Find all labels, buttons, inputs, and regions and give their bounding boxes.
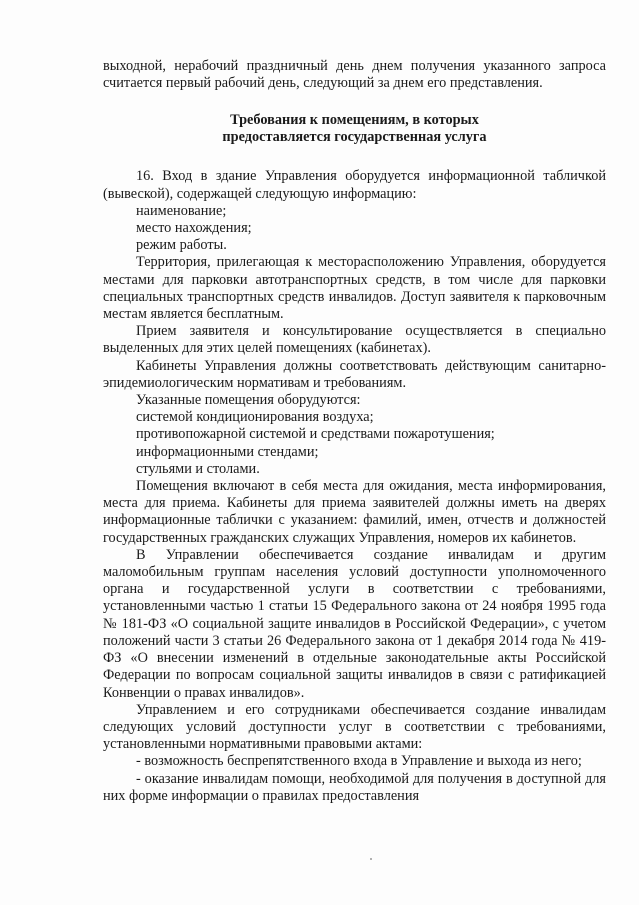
list-item-location: место нахождения; <box>136 220 252 237</box>
paragraph-staff: Управлением и его сотрудниками обеспечивается создание инвалидам следующих условий доступности услуг в соответствии с требованиями, установленными нормативными правовыми актами: <box>103 701 606 753</box>
paragraph-premises: Помещения включают в себя места для ожидания, места информирования, места для приема. Кабинеты для приема заявителей должны иметь на дверях информационные таблички с указанием: фамилий, имен, отчеств и должностей государственных гражданских служащих Управления, номеров их кабинетов. <box>103 478 606 546</box>
scan-speck <box>370 858 372 860</box>
list-item-ac: системой кондиционирования воздуха; <box>136 409 374 426</box>
list-item-fire: противопожарной системой и средствами пожаротушения; <box>136 426 495 443</box>
heading-line-1: Требования к помещениям, в которых <box>230 112 479 129</box>
list-item-schedule: режим работы. <box>136 237 227 254</box>
paragraph-equipped-intro: Указанные помещения оборудуются: <box>136 392 361 409</box>
paragraph-accessibility: В Управлении обеспечивается создание инвалидам и другим маломобильным группам населения условий доступности уполномоченного органа и государственной услуги в соответствии с требованиями, установленными частью 1 статьи 15 Федерального закона от 24 ноября 1995 года № 181-ФЗ «О социальной защите инвалидов в Российской Федерации», с учетом положений части 3 статьи 26 Федерального закона от 1 декабря 2014 года № 419-ФЗ «О внесении изменений в отдельные законодательные акты Российской Федерации по вопросам социальной защиты инвалидов в связи с ратификацией Конвенции о правах инвалидов». <box>103 546 606 701</box>
list-item-stands: информационными стендами; <box>136 443 319 460</box>
list-item-free-entry: - возможность беспрепятственного входа в Управление и выхода из него; <box>136 753 582 770</box>
list-item-name: наименование; <box>136 202 227 219</box>
list-item-furniture: стульями и столами. <box>136 460 260 477</box>
paragraph-16: 16. Вход в здание Управления оборудуется информационной табличкой (вывеской), содержащей следующую информацию: <box>103 168 606 202</box>
section-heading <box>103 112 606 146</box>
list-item-assistance: - оказание инвалидам помощи, необходимой для получения в доступной для них форме информации о правилах предоставления <box>103 770 606 804</box>
heading-line-2: предоставляется государственная услуга <box>222 129 487 146</box>
paragraph-cabinets: Кабинеты Управления должны соответствовать действующим санитарно-эпидемиологическим нормативам и требованиям. <box>103 357 606 391</box>
paragraph-continued: выходной, нерабочий праздничный день днем получения указанного запроса считается первый рабочий день, следующий за днем его представления. <box>103 58 606 92</box>
paragraph-territory: Территория, прилегающая к месторасположению Управления, оборудуется местами для парковки автотранспортных средств, в том числе для парковки специальных транспортных средств инвалидов. Доступ заявителя к парковочным местам является бесплатным. <box>103 254 606 323</box>
paragraph-reception: Прием заявителя и консультирование осуществляется в специально выделенных для этих целей помещениях (кабинетах). <box>103 323 606 357</box>
